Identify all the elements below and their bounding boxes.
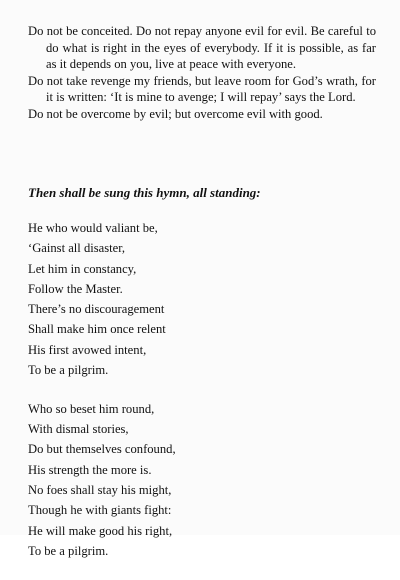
hymn-line: ‘Gainst all disaster,	[28, 241, 126, 256]
hymn-line: With dismal stories,	[28, 422, 129, 437]
hymn-line: Though he with giants fight:	[28, 503, 172, 518]
hymn-line: There’s no discouragement	[28, 302, 165, 317]
hymn-line: Do but themselves confound,	[28, 442, 176, 457]
scripture-paragraph: Do not be conceited. Do not repay anyone evil for evil. Be careful to do what is right in the eyes of everybody. If it is possible, as far as it depends on you, live at peace with everyone.	[28, 24, 376, 71]
hymn-verse-1	[28, 218, 176, 380]
scripture-passage	[28, 23, 376, 122]
hymn-line: His first avowed intent,	[28, 342, 147, 357]
hymn-line: Who so beset him round,	[28, 401, 155, 416]
hymn-line: He who would valiant be,	[28, 221, 158, 235]
hymn-line: No foes shall stay his might,	[28, 483, 172, 498]
scripture-paragraph: Do not take revenge my friends, but leave room for God’s wrath, for it is written: ‘It is mine to avenge; I will repay’ says the Lord.	[28, 73, 376, 104]
hymn-text	[28, 218, 176, 580]
hymn-verse-2	[28, 399, 176, 561]
hymn-line: Shall make him once relent	[28, 322, 166, 337]
hymn-line: Let him in constancy,	[28, 261, 137, 276]
hymn-rubric: Then shall be sung this hymn, all standing:	[28, 185, 261, 200]
hymn-line: Follow the Master.	[28, 281, 123, 296]
hymn-line: His strength the more is.	[28, 462, 152, 477]
hymn-line: He will make good his right,	[28, 523, 173, 538]
hymn-line: To be a pilgrim.	[28, 363, 109, 378]
scripture-paragraph: Do not be overcome by evil; but overcome evil with good.	[28, 106, 323, 121]
hymn-line: To be a pilgrim.	[28, 543, 109, 558]
